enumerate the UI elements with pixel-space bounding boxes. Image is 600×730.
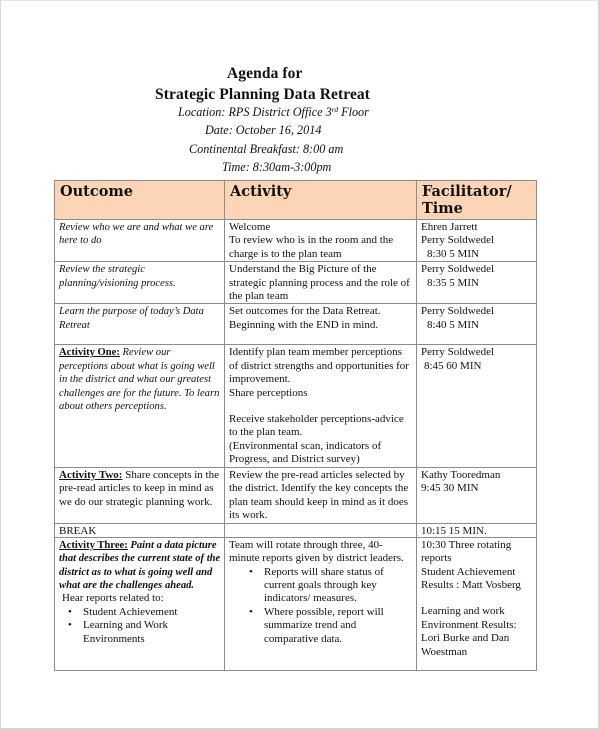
activity-label: Activity Two:: [59, 468, 123, 481]
location-text: Location: RPS District Office 3: [178, 105, 332, 119]
table-row-break: [55, 523, 537, 537]
break-label: BREAK: [55, 523, 225, 537]
outcome-bullet-list: [59, 606, 221, 646]
agenda-table: [54, 180, 537, 671]
activity-bullet: • Reports will share status of current goals through key indicators/ measures.: [229, 566, 413, 606]
outcome-bullet: • Student Achievement: [59, 606, 221, 619]
activity-cell: Review the pre-read articles selected by the district. Identify the key concepts the plan team should keep in mind as it does its work.: [225, 467, 417, 523]
time: Time: 8:30am-3:00pm: [222, 160, 332, 174]
facilitator-cell: 10:15 15 MIN.: [417, 523, 537, 537]
column-header-activity: Activity: [225, 181, 417, 220]
date: Date: October 16, 2014: [205, 123, 322, 137]
activity-cell: [225, 345, 417, 467]
activity-line: Identify plan team member perceptions of district strengths and opportunities for improvement.: [229, 346, 409, 386]
outcome-cell: [55, 537, 225, 670]
facilitator-name: Ehren Jarrett: [421, 221, 478, 233]
spacer: [229, 400, 413, 413]
table-row: [55, 537, 537, 670]
time-slot: 8:35 5 MIN: [427, 276, 479, 289]
time-slot: 8:30 5 MIN: [427, 247, 479, 260]
facilitator-cell: [417, 220, 537, 262]
facilitator-cell: [417, 345, 537, 467]
activity-label: Activity Three:: [59, 539, 128, 551]
location-superscript: rd: [331, 105, 339, 114]
activity-bullet-list: [229, 566, 413, 646]
outcome-text: Share concepts in the pre-read articles to keep in mind as we do our strategic planning work.: [59, 468, 219, 508]
spacer: [421, 592, 533, 605]
facilitator-name: Perry Soldwedel: [421, 346, 495, 359]
outcome-cell: [55, 345, 225, 467]
outcome-cell: Review the strategic planning/visioning process.: [55, 262, 225, 304]
activity-cell: [225, 304, 417, 345]
activity-line: Receive stakeholder perceptions-advice to the plan team.: [229, 413, 404, 439]
column-header-outcome: Outcome: [55, 181, 225, 220]
facilitator-name: Kathy Tooredman: [421, 468, 501, 481]
activity-cell: [225, 537, 417, 670]
facilitator-cell: [417, 262, 537, 304]
facilitator-name: Learning and work Environment Results: Lori Burke and Dan Woestman: [421, 605, 517, 658]
activity-line: Welcome: [229, 221, 271, 233]
activity-label: Activity One:: [59, 347, 120, 359]
table-header-row: [55, 181, 537, 220]
table-row: [55, 467, 537, 523]
facilitator-name: Perry Soldwedel: [421, 305, 495, 318]
location: [178, 105, 369, 120]
location-suffix: Floor: [338, 105, 369, 119]
facilitator-cell: [417, 304, 537, 345]
breakfast: Continental Breakfast: 8:00 am: [189, 142, 344, 156]
activity-cell-empty: [225, 523, 417, 537]
activity-line: Set outcomes for the Data Retreat.: [229, 305, 381, 318]
table-row: [55, 345, 537, 467]
outcome-text: Review our perceptions about what is going well in the district and what our greatest challenges are for the future. To learn about others perceptions.: [59, 347, 220, 413]
outcome-cell: [55, 467, 225, 523]
outcome-subheading: Hear reports related to:: [62, 592, 164, 605]
activity-cell: [225, 220, 417, 262]
table-row: [55, 304, 537, 345]
activity-bullet: • Where possible, report will summarize trend and comparative data.: [229, 606, 413, 646]
time-slot: 10:30 Three rotating reports: [421, 538, 512, 565]
table-row: [55, 262, 537, 304]
time-slot: 8:45 60 MIN: [424, 359, 482, 372]
title-line-1: Agenda for: [227, 65, 303, 82]
table-row: [55, 220, 537, 262]
time-slot: 8:40 5 MIN: [427, 318, 479, 331]
time-slot: 9:45 30 MIN: [421, 482, 479, 495]
title-line-2: Strategic Planning Data Retreat: [155, 86, 371, 103]
facilitator-name: Perry Soldwedel: [421, 263, 495, 276]
facilitator-name: Student Achievement Results : Matt Vosberg: [421, 565, 521, 591]
outcome-cell: Review who we are and what we are here to do: [55, 220, 225, 262]
facilitator-name: Perry Soldwedel: [421, 234, 495, 247]
activity-intro: Team will rotate through three, 40-minute reports given by district leaders.: [229, 538, 404, 565]
activity-line: Beginning with the END in mind.: [229, 318, 379, 331]
activity-line: To review who is in the room and the charge is to the plan team: [229, 234, 394, 260]
activity-line: Share perceptions: [229, 386, 308, 399]
facilitator-cell: [417, 537, 537, 670]
activity-line: (Environmental scan, indicators of Progress, and District survey): [229, 439, 382, 466]
outcome-bullet: • Learning and Work Environments: [59, 619, 221, 646]
facilitator-cell: [417, 467, 537, 523]
column-header-facilitator: Facilitator/ Time: [417, 181, 537, 220]
activity-cell: Understand the Big Picture of the strategic planning process and the role of the plan team: [225, 262, 417, 304]
outcome-text: Paint a data picture that describes the current state of the district as to what is going well and what are the challenges ahead.: [59, 539, 221, 591]
outcome-cell: Learn the purpose of today’s Data Retreat: [55, 304, 225, 345]
